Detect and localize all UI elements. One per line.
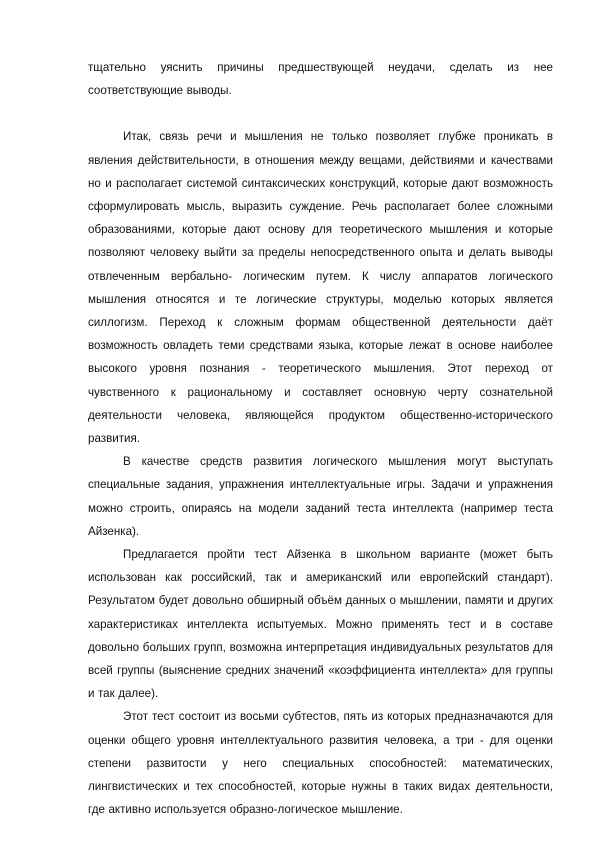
paragraph-test-structure: Этот тест состоит из восьми субтестов, пять из которых предназначаются для оценки общего уровня интеллектуального развития человека, а три - для оценки степени развитости у него специальных способностей: математических, лингвистических и тех способностей, которые нужны в таких видах деятельности, где активно используется образно-логическое мышление. xyxy=(88,710,553,817)
paragraph-logical-thinking-tools: В качестве средств развития логического мышления могут выступать специальные задания, упражнения интеллектуальные игры. Задачи и упражнения можно строить, опираясь на модели заданий теста интеллекта (например теста Айзенка). xyxy=(88,455,553,538)
paragraph-eysenck-test-offer: Предлагается пройти тест Айзенка в школьном варианте (может быть использован как российский, так и американский или европейский стандарт). Результатом будет довольно обширный объём данных о мышлении, памяти и других характеристиках интеллекта испытуемых. Можно применять тест и в составе довольно больших групп, возможна интерпретация индивидуальных результатов для всей группы (выяснение средних значений «коэффициента интеллекта» для группы и так далее). xyxy=(88,548,553,701)
document-body xyxy=(88,56,553,822)
paragraph-speech-and-thinking: Итак, связь речи и мышления не только позволяет глубже проникать в явления действительности, в отношения между вещами, действиями и качествами но и располагает системой синтаксических конструкций, которые дают возможность сформулировать мысль, выразить суждение. Речь располагает более сложными образованиями, которые дают основу для теоретического мышления и которые позволяют человеку выйти за пределы непосредственного опыта и делать выводы отвлеченным вербально- логическим путем. К числу аппаратов логического мышления относятся и те логические структуры, моделью которых является силлогизм. Переход к сложным формам общественной деятельности даёт возможность овладеть теми средствами языка, которые лежат в основе наиболее высокого уровня познания - теоретического мышления. Этот переход от чувственного к рациональному и составляет основную черту сознательной деятельности человека, являющейся продуктом общественно-исторического развития. xyxy=(88,130,553,446)
paragraph-continuation: тщательно уяснить причины предшествующей неудачи, сделать из нее соответствующие выводы. xyxy=(88,61,553,98)
paragraph-gap xyxy=(88,102,553,125)
